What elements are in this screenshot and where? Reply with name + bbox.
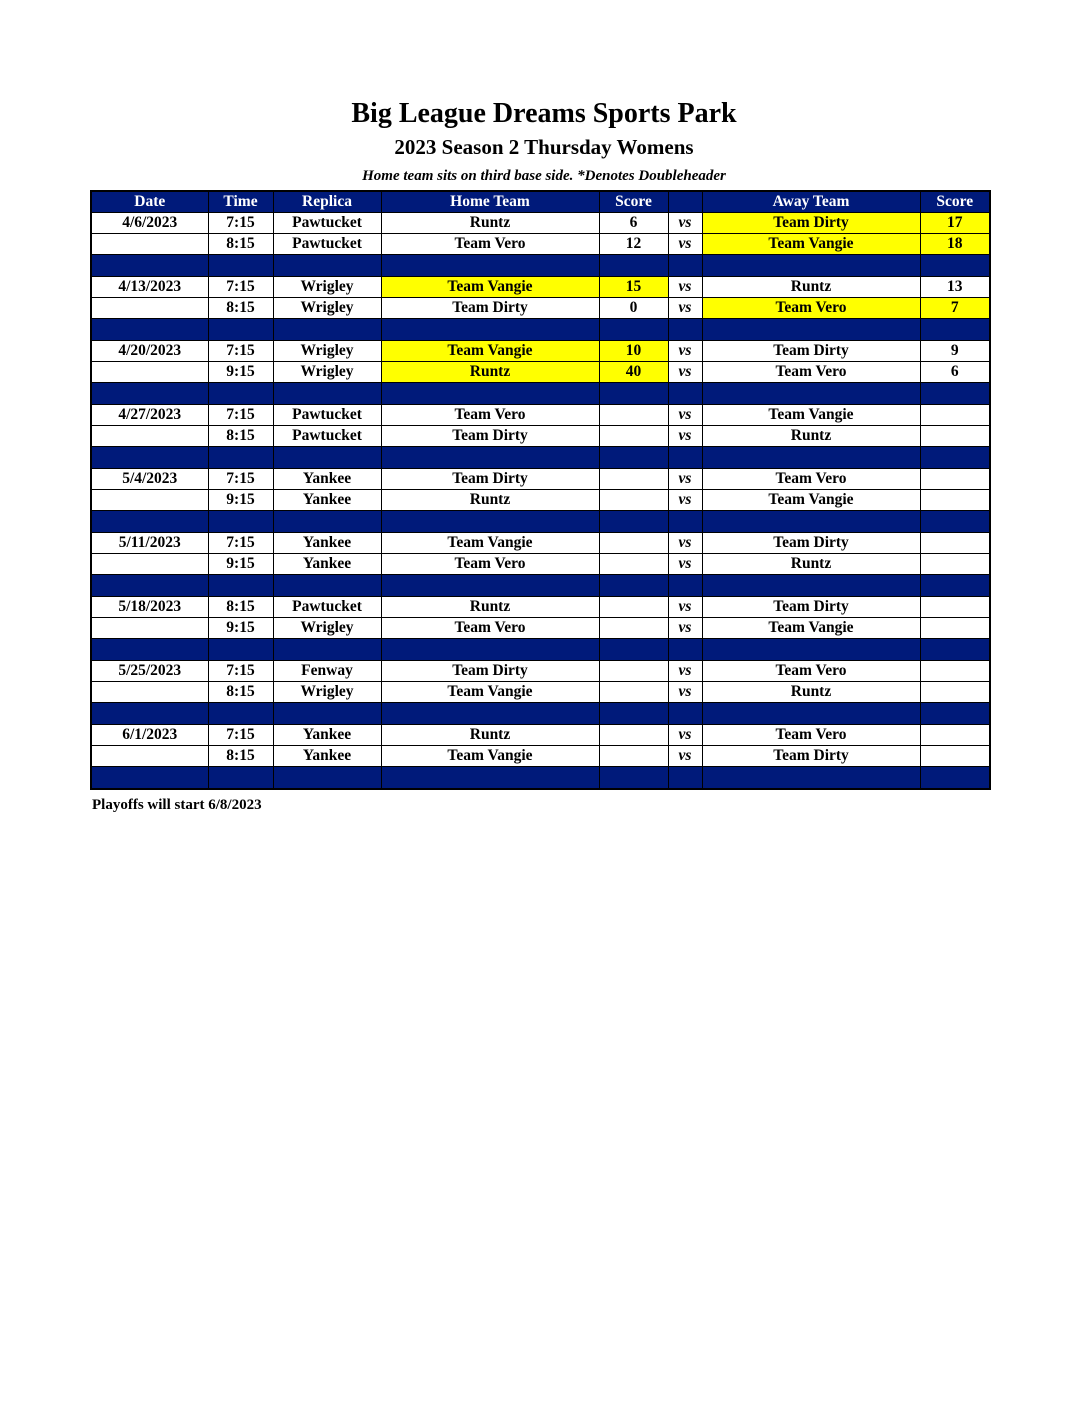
separator-cell	[599, 383, 668, 405]
date-cell: 6/1/2023	[91, 725, 208, 746]
away-team-cell: Runtz	[702, 554, 920, 575]
game-row	[91, 533, 990, 554]
home-score-cell	[599, 533, 668, 554]
schedule-note: Home team sits on third base side. *Denotes Doubleheader	[362, 168, 726, 184]
schedule-table	[90, 190, 991, 790]
date-cell	[91, 426, 208, 447]
separator-cell	[920, 511, 990, 533]
away-score-cell: 6	[920, 362, 990, 383]
game-row	[91, 490, 990, 511]
separator-cell	[208, 383, 273, 405]
date-cell	[91, 490, 208, 511]
replica-cell: Wrigley	[273, 362, 381, 383]
away-score-cell	[920, 746, 990, 767]
home-score-cell	[599, 469, 668, 490]
vs-cell: vs	[668, 405, 702, 426]
date-cell: 4/13/2023	[91, 277, 208, 298]
time-cell: 7:15	[208, 277, 273, 298]
vs-cell: vs	[668, 618, 702, 639]
col-header-home-team: Home Team	[381, 191, 599, 213]
separator-cell	[599, 447, 668, 469]
vs-cell: vs	[668, 298, 702, 319]
time-cell: 8:15	[208, 298, 273, 319]
separator-cell	[599, 767, 668, 790]
home-score-cell: 15	[599, 277, 668, 298]
separator-cell	[208, 639, 273, 661]
vs-cell: vs	[668, 554, 702, 575]
home-score-cell: 12	[599, 234, 668, 255]
away-team-cell: Team Dirty	[702, 597, 920, 618]
away-score-cell	[920, 682, 990, 703]
separator-cell	[920, 575, 990, 597]
separator-cell	[599, 511, 668, 533]
home-score-cell	[599, 682, 668, 703]
separator-cell	[273, 703, 381, 725]
home-team-cell: Team Vangie	[381, 682, 599, 703]
separator-cell	[702, 575, 920, 597]
replica-cell: Wrigley	[273, 618, 381, 639]
week-separator-row	[91, 639, 990, 661]
home-score-cell	[599, 618, 668, 639]
separator-cell	[91, 319, 208, 341]
separator-cell	[381, 511, 599, 533]
date-cell: 5/25/2023	[91, 661, 208, 682]
replica-cell: Pawtucket	[273, 213, 381, 234]
home-score-cell: 0	[599, 298, 668, 319]
separator-cell	[920, 319, 990, 341]
week-separator-row	[91, 511, 990, 533]
week-separator-row	[91, 767, 990, 790]
separator-cell	[668, 255, 702, 277]
separator-cell	[702, 703, 920, 725]
week-separator-row	[91, 575, 990, 597]
date-cell	[91, 682, 208, 703]
time-cell: 7:15	[208, 533, 273, 554]
week-separator-row	[91, 255, 990, 277]
week-separator-row	[91, 703, 990, 725]
date-cell	[91, 298, 208, 319]
schedule-body	[91, 213, 990, 790]
time-cell: 9:15	[208, 554, 273, 575]
separator-cell	[381, 319, 599, 341]
away-score-cell	[920, 426, 990, 447]
time-cell: 8:15	[208, 234, 273, 255]
separator-cell	[599, 575, 668, 597]
separator-cell	[273, 511, 381, 533]
home-team-cell: Team Vero	[381, 554, 599, 575]
away-score-cell: 13	[920, 277, 990, 298]
col-header-date: Date	[91, 191, 208, 213]
home-team-cell: Team Vangie	[381, 746, 599, 767]
separator-cell	[91, 511, 208, 533]
time-cell: 8:15	[208, 746, 273, 767]
away-score-cell: 17	[920, 213, 990, 234]
away-score-cell: 7	[920, 298, 990, 319]
time-cell: 7:15	[208, 341, 273, 362]
vs-cell: vs	[668, 682, 702, 703]
vs-cell: vs	[668, 725, 702, 746]
away-score-cell	[920, 597, 990, 618]
col-header-vs	[668, 191, 702, 213]
separator-cell	[91, 575, 208, 597]
vs-cell: vs	[668, 234, 702, 255]
away-team-cell: Team Vangie	[702, 618, 920, 639]
week-separator-row	[91, 319, 990, 341]
away-score-cell	[920, 554, 990, 575]
separator-cell	[208, 319, 273, 341]
game-row	[91, 661, 990, 682]
page-title: Big League Dreams Sports Park	[351, 98, 737, 129]
time-cell: 9:15	[208, 618, 273, 639]
away-team-cell: Team Vero	[702, 661, 920, 682]
date-cell: 5/4/2023	[91, 469, 208, 490]
replica-cell: Pawtucket	[273, 426, 381, 447]
separator-cell	[208, 447, 273, 469]
vs-cell: vs	[668, 426, 702, 447]
home-team-cell: Team Dirty	[381, 298, 599, 319]
away-score-cell	[920, 469, 990, 490]
week-separator-row	[91, 447, 990, 469]
replica-cell: Yankee	[273, 533, 381, 554]
separator-cell	[273, 575, 381, 597]
game-row	[91, 277, 990, 298]
away-score-cell	[920, 490, 990, 511]
separator-cell	[920, 767, 990, 790]
vs-cell: vs	[668, 490, 702, 511]
home-team-cell: Team Vero	[381, 405, 599, 426]
away-team-cell: Team Vero	[702, 298, 920, 319]
home-team-cell: Team Vero	[381, 234, 599, 255]
separator-cell	[208, 575, 273, 597]
separator-cell	[599, 639, 668, 661]
game-row	[91, 469, 990, 490]
vs-cell: vs	[668, 341, 702, 362]
replica-cell: Fenway	[273, 661, 381, 682]
separator-cell	[668, 447, 702, 469]
separator-cell	[91, 447, 208, 469]
away-score-cell: 18	[920, 234, 990, 255]
separator-cell	[91, 639, 208, 661]
home-score-cell	[599, 746, 668, 767]
separator-cell	[208, 767, 273, 790]
page-subtitle: 2023 Season 2 Thursday Womens	[394, 135, 694, 159]
away-team-cell: Team Vangie	[702, 405, 920, 426]
home-score-cell: 10	[599, 341, 668, 362]
away-team-cell: Runtz	[702, 277, 920, 298]
home-team-cell: Team Vero	[381, 618, 599, 639]
vs-cell: vs	[668, 213, 702, 234]
replica-cell: Pawtucket	[273, 405, 381, 426]
away-score-cell	[920, 725, 990, 746]
game-row	[91, 405, 990, 426]
separator-cell	[920, 703, 990, 725]
separator-cell	[381, 767, 599, 790]
away-score-cell	[920, 661, 990, 682]
home-score-cell	[599, 490, 668, 511]
away-score-cell	[920, 533, 990, 554]
game-row	[91, 746, 990, 767]
home-score-cell	[599, 554, 668, 575]
vs-cell: vs	[668, 533, 702, 554]
home-score-cell	[599, 405, 668, 426]
time-cell: 9:15	[208, 362, 273, 383]
separator-cell	[702, 319, 920, 341]
separator-cell	[920, 255, 990, 277]
home-score-cell: 40	[599, 362, 668, 383]
replica-cell: Wrigley	[273, 341, 381, 362]
away-team-cell: Team Dirty	[702, 213, 920, 234]
home-team-cell: Team Vangie	[381, 533, 599, 554]
replica-cell: Yankee	[273, 469, 381, 490]
away-team-cell: Team Vero	[702, 362, 920, 383]
separator-cell	[599, 255, 668, 277]
home-score-cell	[599, 725, 668, 746]
time-cell: 7:15	[208, 725, 273, 746]
vs-cell: vs	[668, 277, 702, 298]
home-team-cell: Team Vangie	[381, 277, 599, 298]
separator-cell	[381, 575, 599, 597]
date-cell	[91, 554, 208, 575]
header-row	[91, 191, 990, 213]
separator-cell	[381, 639, 599, 661]
home-team-cell: Team Dirty	[381, 469, 599, 490]
game-row	[91, 618, 990, 639]
time-cell: 9:15	[208, 490, 273, 511]
time-cell: 7:15	[208, 661, 273, 682]
game-row	[91, 682, 990, 703]
away-team-cell: Team Vangie	[702, 234, 920, 255]
separator-cell	[381, 255, 599, 277]
col-header-away-score: Score	[920, 191, 990, 213]
date-cell	[91, 618, 208, 639]
separator-cell	[208, 703, 273, 725]
game-row	[91, 298, 990, 319]
home-team-cell: Team Dirty	[381, 661, 599, 682]
separator-cell	[702, 255, 920, 277]
playoffs-note: Playoffs will start 6/8/2023	[92, 797, 262, 813]
time-cell: 7:15	[208, 213, 273, 234]
game-row	[91, 341, 990, 362]
away-team-cell: Team Dirty	[702, 341, 920, 362]
away-team-cell: Runtz	[702, 426, 920, 447]
replica-cell: Wrigley	[273, 682, 381, 703]
vs-cell: vs	[668, 746, 702, 767]
separator-cell	[702, 639, 920, 661]
separator-cell	[702, 767, 920, 790]
separator-cell	[702, 383, 920, 405]
away-team-cell: Team Vangie	[702, 490, 920, 511]
game-row	[91, 362, 990, 383]
away-team-cell: Team Dirty	[702, 533, 920, 554]
separator-cell	[91, 703, 208, 725]
date-cell	[91, 234, 208, 255]
game-row	[91, 213, 990, 234]
replica-cell: Pawtucket	[273, 234, 381, 255]
separator-cell	[208, 255, 273, 277]
separator-cell	[702, 447, 920, 469]
separator-cell	[920, 447, 990, 469]
col-header-away-team: Away Team	[702, 191, 920, 213]
replica-cell: Yankee	[273, 554, 381, 575]
week-separator-row	[91, 383, 990, 405]
home-team-cell: Team Dirty	[381, 426, 599, 447]
home-team-cell: Runtz	[381, 362, 599, 383]
game-row	[91, 725, 990, 746]
home-team-cell: Runtz	[381, 597, 599, 618]
vs-cell: vs	[668, 469, 702, 490]
separator-cell	[273, 447, 381, 469]
separator-cell	[599, 319, 668, 341]
time-cell: 8:15	[208, 597, 273, 618]
time-cell: 7:15	[208, 405, 273, 426]
home-team-cell: Team Vangie	[381, 341, 599, 362]
home-score-cell: 6	[599, 213, 668, 234]
separator-cell	[273, 255, 381, 277]
separator-cell	[91, 383, 208, 405]
vs-cell: vs	[668, 362, 702, 383]
separator-cell	[273, 383, 381, 405]
date-cell: 5/11/2023	[91, 533, 208, 554]
replica-cell: Yankee	[273, 725, 381, 746]
time-cell: 8:15	[208, 682, 273, 703]
home-team-cell: Runtz	[381, 213, 599, 234]
home-score-cell	[599, 661, 668, 682]
away-team-cell: Runtz	[702, 682, 920, 703]
date-cell: 4/27/2023	[91, 405, 208, 426]
date-cell: 4/6/2023	[91, 213, 208, 234]
separator-cell	[668, 383, 702, 405]
separator-cell	[668, 319, 702, 341]
time-cell: 7:15	[208, 469, 273, 490]
replica-cell: Wrigley	[273, 298, 381, 319]
vs-cell: vs	[668, 597, 702, 618]
home-score-cell	[599, 426, 668, 447]
col-header-replica: Replica	[273, 191, 381, 213]
away-score-cell	[920, 618, 990, 639]
separator-cell	[920, 383, 990, 405]
replica-cell: Pawtucket	[273, 597, 381, 618]
separator-cell	[920, 639, 990, 661]
separator-cell	[599, 703, 668, 725]
time-cell: 8:15	[208, 426, 273, 447]
separator-cell	[273, 639, 381, 661]
separator-cell	[381, 703, 599, 725]
date-cell	[91, 746, 208, 767]
separator-cell	[91, 767, 208, 790]
separator-cell	[668, 767, 702, 790]
separator-cell	[273, 767, 381, 790]
separator-cell	[208, 511, 273, 533]
separator-cell	[668, 703, 702, 725]
away-score-cell	[920, 405, 990, 426]
separator-cell	[91, 255, 208, 277]
separator-cell	[668, 575, 702, 597]
game-row	[91, 426, 990, 447]
date-cell: 4/20/2023	[91, 341, 208, 362]
game-row	[91, 597, 990, 618]
vs-cell: vs	[668, 661, 702, 682]
replica-cell: Yankee	[273, 490, 381, 511]
separator-cell	[381, 447, 599, 469]
away-team-cell: Team Dirty	[702, 746, 920, 767]
home-team-cell: Runtz	[381, 725, 599, 746]
replica-cell: Wrigley	[273, 277, 381, 298]
away-score-cell: 9	[920, 341, 990, 362]
home-score-cell	[599, 597, 668, 618]
game-row	[91, 234, 990, 255]
separator-cell	[668, 511, 702, 533]
separator-cell	[381, 383, 599, 405]
replica-cell: Yankee	[273, 746, 381, 767]
col-header-time: Time	[208, 191, 273, 213]
separator-cell	[668, 639, 702, 661]
away-team-cell: Team Vero	[702, 725, 920, 746]
away-team-cell: Team Vero	[702, 469, 920, 490]
date-cell: 5/18/2023	[91, 597, 208, 618]
game-row	[91, 554, 990, 575]
date-cell	[91, 362, 208, 383]
col-header-home-score: Score	[599, 191, 668, 213]
separator-cell	[702, 511, 920, 533]
home-team-cell: Runtz	[381, 490, 599, 511]
separator-cell	[273, 319, 381, 341]
